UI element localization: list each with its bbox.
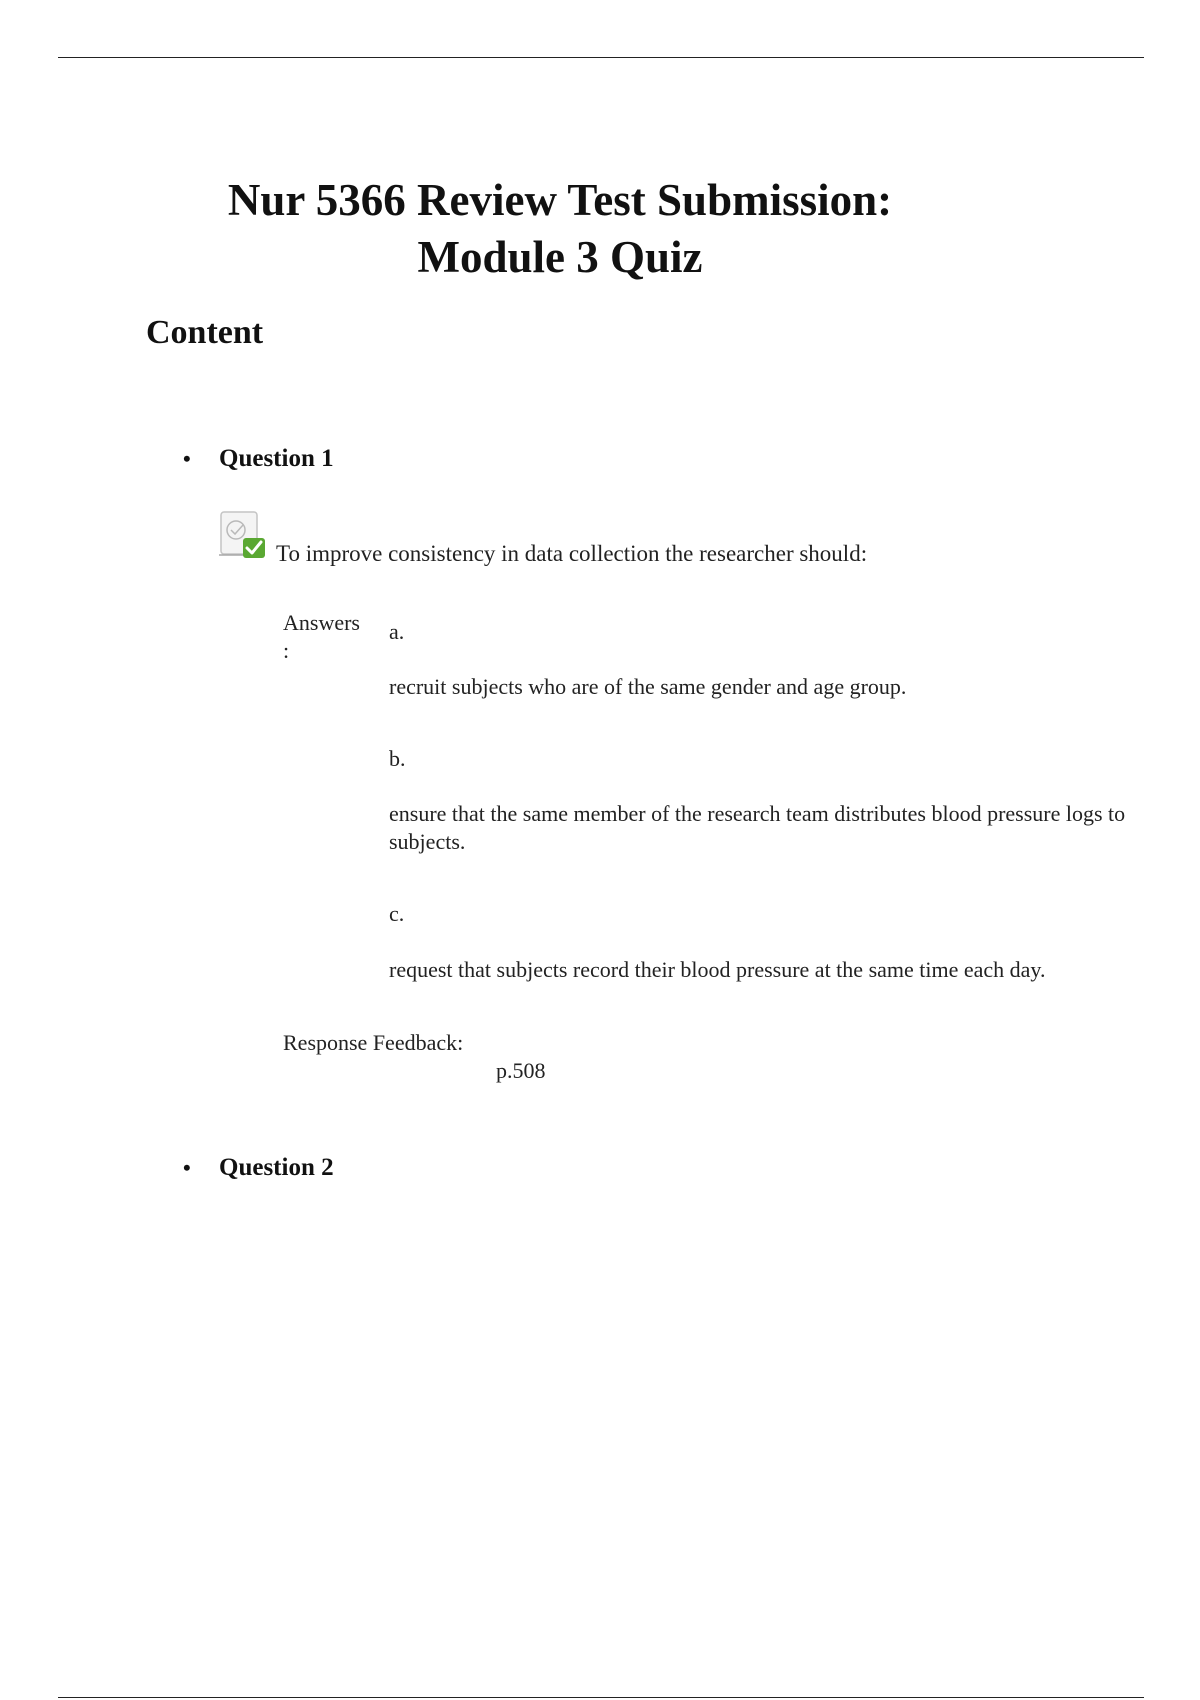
page-title-line-1: Nur 5366 Review Test Submission: <box>227 175 893 225</box>
answers-label-colon: : <box>283 638 290 663</box>
choice-a-text: recruit subjects who are of the same gender and age group. <box>389 674 907 699</box>
response-feedback-value: p.508 <box>496 1058 546 1083</box>
bullet-icon: • <box>183 446 191 471</box>
question-2-title: Question 2 <box>219 1154 334 1181</box>
page-title-line-2: Module 3 Quiz <box>417 232 703 282</box>
choice-b-text: ensure that the same member of the research team distributes blood pressure logs to subjects. <box>389 801 1126 854</box>
page-title <box>160 172 960 286</box>
choice-c-letter: c. <box>389 901 405 926</box>
answers-label <box>283 609 378 665</box>
correct-check-icon <box>217 510 269 562</box>
choice-c-text: request that subjects record their blood pressure at the same time each day. <box>389 957 1046 982</box>
response-feedback-label: Response Feedback: <box>283 1030 464 1055</box>
top-rule <box>58 57 1144 58</box>
question-1-title: Question 1 <box>219 445 334 472</box>
answers-label-text: Answers <box>283 610 360 635</box>
question-1-text: To improve consistency in data collection the researcher should: <box>276 541 868 566</box>
question-1-header <box>183 444 334 474</box>
choice-b-letter: b. <box>389 746 406 771</box>
question-2-header <box>183 1153 334 1183</box>
choice-a-letter: a. <box>389 619 405 644</box>
bottom-rule <box>58 1697 1144 1698</box>
content-heading: Content <box>146 314 264 351</box>
bullet-icon: • <box>183 1155 191 1180</box>
